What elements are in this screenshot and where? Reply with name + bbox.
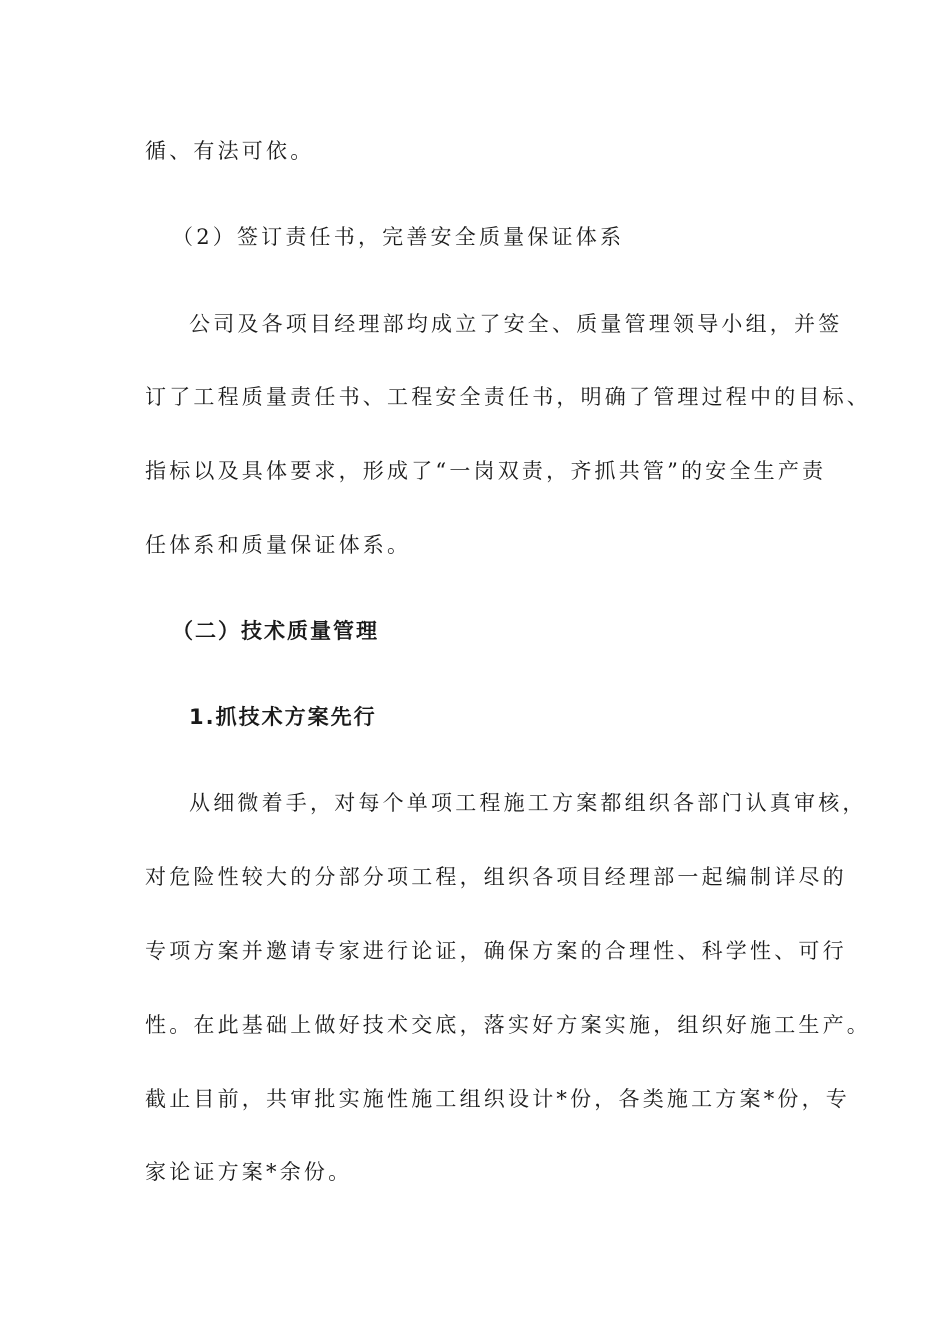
paragraph-line: 指标以及具体要求，形成了“一岗双责，齐抓共管”的安全生产责 [145,459,827,483]
paragraph-line: 公司及各项目经理部均成立了安全、质量管理领导小组，并签 [189,312,843,336]
paragraph-line: 专项方案并邀请专家进行论证，确保方案的合理性、科学性、可行 [145,939,847,963]
paragraph-line: 性。在此基础上做好技术交底，落实好方案实施，组织好施工生产。 [145,1013,871,1037]
paragraph-line: 任体系和质量保证体系。 [145,533,412,557]
paragraph-line: 对危险性较大的分部分项工程，组织各项目经理部一起编制详尽的 [145,865,847,889]
paragraph-line: 从细微着手，对每个单项工程施工方案都组织各部门认真审核， [189,791,867,815]
subsection-heading: 1.抓技术方案先行 [189,705,377,729]
paragraph-line: 家论证方案*余份。 [145,1160,353,1184]
paragraph-line: 订了工程质量责任书、工程安全责任书，明确了管理过程中的目标、 [145,385,871,409]
subsection-heading: （2）签订责任书，完善安全质量保证体系 [172,225,625,249]
section-heading: （二）技术质量管理 [172,619,379,643]
paragraph-line: 循、有法可依。 [145,139,315,163]
paragraph-line: 截止目前，共审批实施性施工组织设计*份，各类施工方案*份，专 [145,1087,850,1111]
